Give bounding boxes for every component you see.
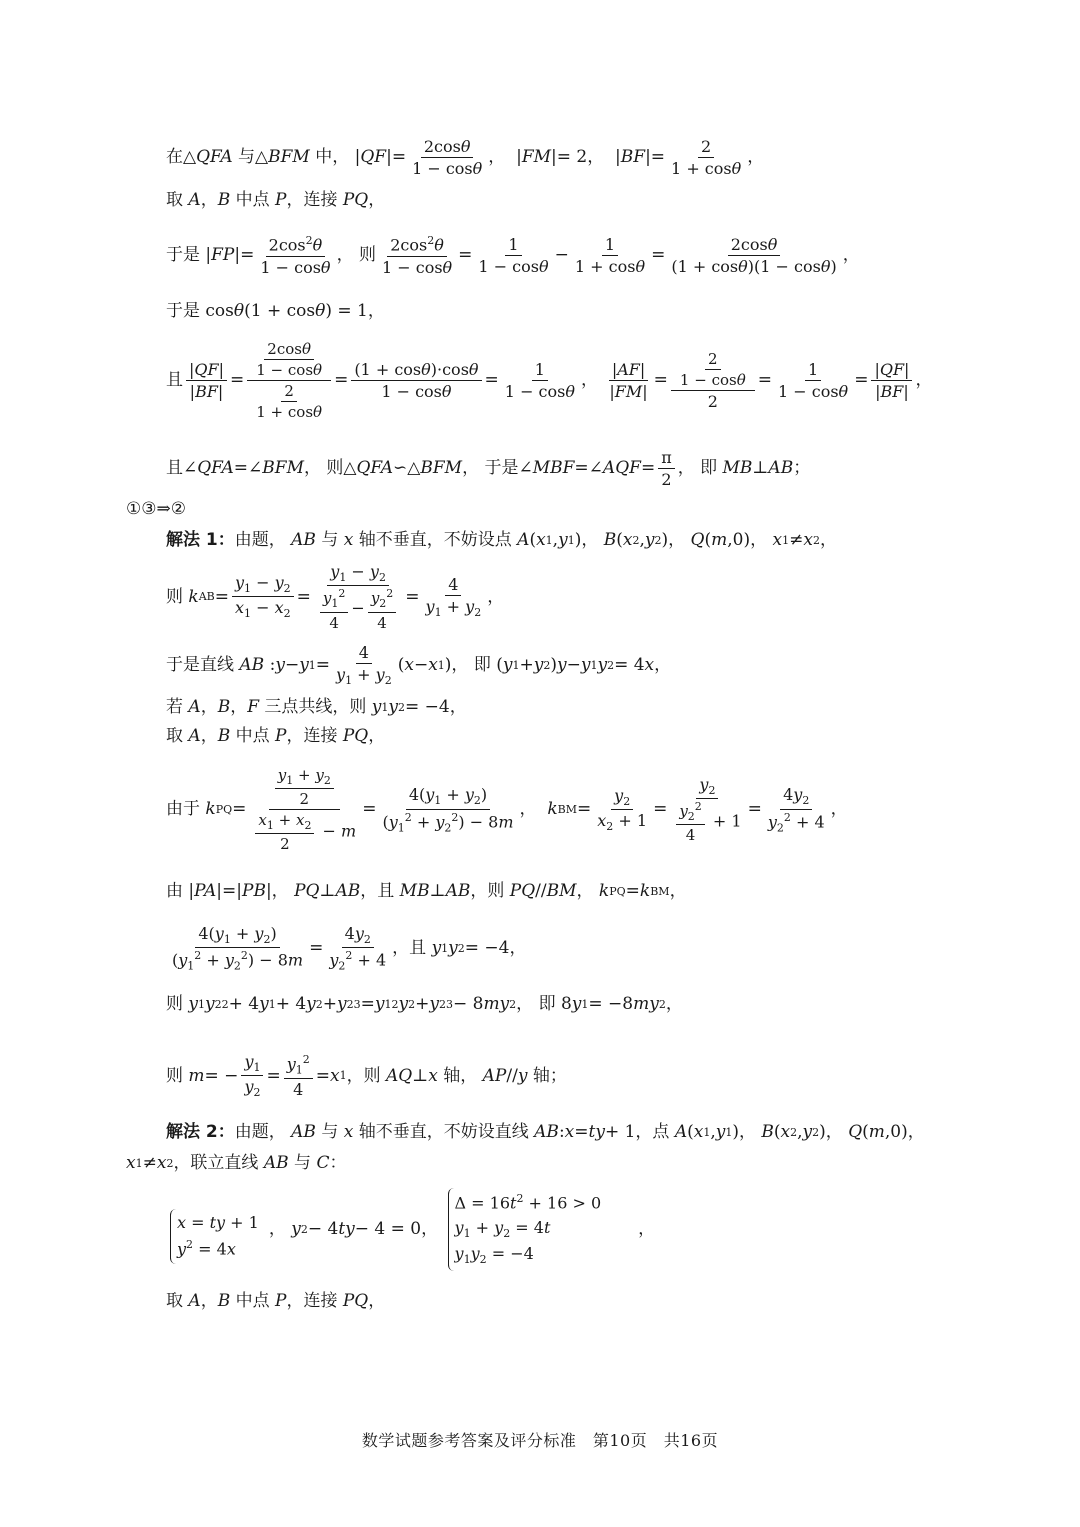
line-9: 则 k AB = $\frac{y_1 - y_2}{x_1 - x_2}$ = $y_1 - y_2$ $\frac{y_1^2}{4}$ − $\frac{y_2^2}{4}$ = $\frac{4}{y_1 + y_2}$ ， bbox=[166, 562, 505, 632]
line-11: 若 A ， B ， F 三点共线，则 y 1 y 2 = −4， bbox=[166, 697, 467, 717]
line-8: 解法 1： 由题， AB 与 x 轴不垂直，不妨设点 A ( x 1 , y 1 )， B ( x 2 , y 2 )， Q ( m ,0)， x 1 ≠ x 2 ， bbox=[166, 530, 837, 550]
line-12: 取 A ， B 中点 P ，连接 PQ ， bbox=[166, 726, 386, 746]
line-7: ①③⇒② bbox=[126, 499, 186, 519]
line-3: 于是 | FP |= $\frac{2\cos^2\theta}{1 - \cos\theta}$ ， 则 $\frac{2\cos^2\theta}{1 - \cos\theta}$ = $\frac{1}{1 - \cos\theta}$ − $\frac{1}{1 + \cos\theta}$ = $\frac{2\cos\theta}{(1 + \cos\theta)(1 - \cos\theta)}$ ， bbox=[166, 234, 860, 277]
line-10: 于是直线 AB : y − y 1 = $\frac{4}{y_1 + y_2}$ ( x − x 1 )， 即 ( y 1 + y 2 ) y − y 1 y 2 = 4 x ， bbox=[166, 643, 672, 688]
page-footer: 数学试题参考答案及评分标准 第10页 共16页 bbox=[361, 1431, 719, 1450]
line-20: x = ty + 1 $y^2 = 4x$ ， y 2 − 4 ty − 4 = 0， $\Delta = 16t^2 + 16 > 0$ $y_1 + y_2 = 4t$ $y_1y_2 = -4$ ， bbox=[166, 1188, 655, 1271]
line-17: 则 m = − $\frac{y_1}{y_2}$ = $\frac{y_1^2}{4}$ = x 1 ，则 AQ ⊥ x 轴， AP // y 轴； bbox=[166, 1052, 567, 1100]
line-6: 且∠ QFA =∠ BFM ， 则△ QFA ∽△ BFM ， 于是∠ MBF =∠ AQF = $\frac{\pi}{2}$ ， 即 MB ⊥ AB ； bbox=[166, 448, 811, 490]
line-2: 取 A ， B 中点 P ，连接 PQ ， bbox=[166, 190, 386, 210]
line-13: 由于 k PQ = $\frac{y_1 + y_2}{2}$ $\frac{x_1 + x_2}{2}$ − m = $\frac{4(y_1 + y_2)}{(y_1^2 + y_2^2) - 8m}$ ， k BM = $\frac{y_2}{x_2 + 1}$ = $y_2$ $\frac{y_2^2}{4}$ + 1 = $\frac{4y_2}{y_2^2 + 4}$ ， bbox=[166, 766, 848, 854]
line-5: 且 $\frac{|QF|}{|BF|}$ = $\frac{\frac{2\cos\theta}{1 - \cos\theta}}{\frac{2}{1 + \cos\theta}}$ = $\frac{(1 + \cos\theta)\cdot\cos\theta}{1 - \cos\theta}$ = $\frac{1}{1 - \cos\theta}$ ， $\frac{|AF|}{|FM|}$ = $\frac{\frac{2}{1 - \cos\theta}}{2}$ = $\frac{1}{1 - \cos\theta}$ = $\frac{|QF|}{|BF|}$ ， bbox=[166, 340, 933, 421]
line-1: 在△ QFA 与△ BFM 中， | QF |= $\frac{2\cos\theta}{1 - \cos\theta}$ ， | FM |= 2， | BF |= $\frac{2}{1 + \cos\theta}$ ， bbox=[166, 137, 765, 179]
line-18: 解法 2： 由题， AB 与 x 轴不垂直，不妨设直线 AB : x = ty + 1，点 A ( x 1 , y 1 )， B ( x 2 , y 2 )， Q ( m ,0)， bbox=[166, 1122, 925, 1142]
line-19: x 1 ≠ x 2 ，联立直线 AB 与 C ： bbox=[126, 1153, 347, 1173]
line-21: 取 A ， B 中点 P ，连接 PQ ， bbox=[166, 1291, 386, 1311]
line-16: 则 y 1 y 2 2 + 4 y 1 + 4 y 2 + y 2 3 = y 1 2 y 2 + y 2 3 − 8 my 2 ， 即 8 y 1 = −8 my 2 ， bbox=[166, 994, 683, 1014]
line-4: 于是 cos θ (1 + cos θ ) = 1， bbox=[166, 301, 385, 321]
line-15: $\frac{4(y_1 + y_2)}{(y_1^2 + y_2^2) - 8m}$ = $\frac{4y_2}{y_2^2 + 4}$ ，且 y 1 y 2 = −4， bbox=[172, 924, 527, 973]
line-14: 由 | PA |=| PB |， PQ ⊥ AB ，且 MB ⊥ AB ，则 PQ // BM ， k PQ = k BM ， bbox=[166, 881, 687, 901]
